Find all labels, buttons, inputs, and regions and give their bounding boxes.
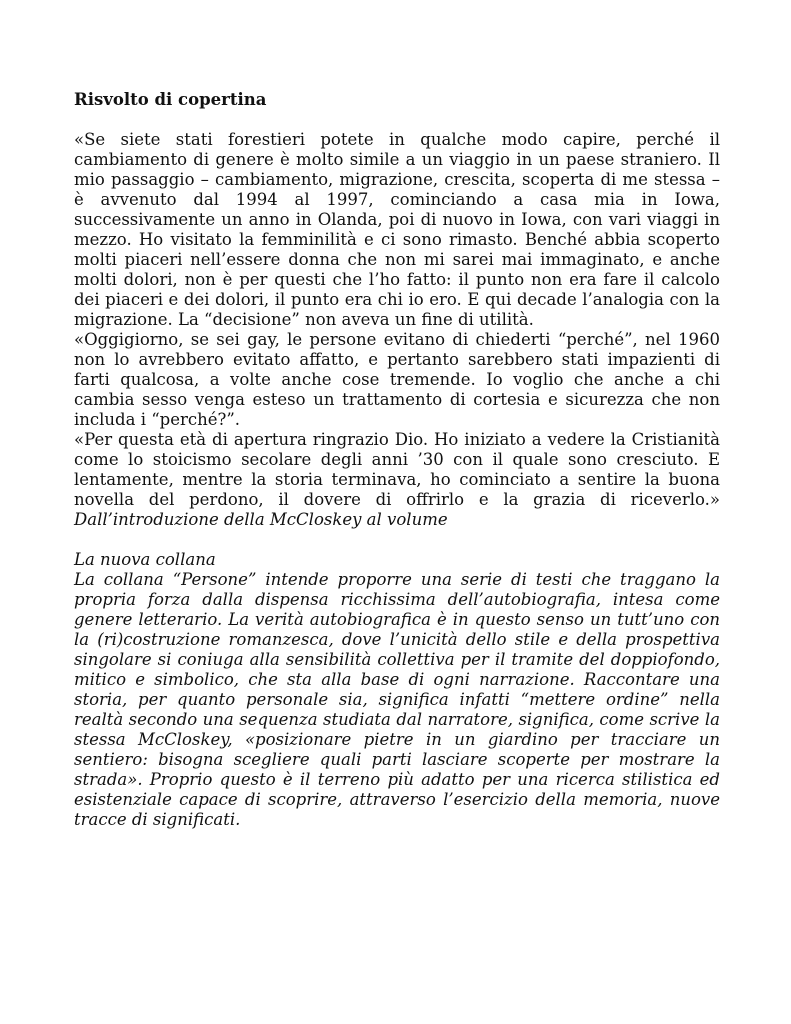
attribution: Dall’introduzione della McCloskey al volume (74, 510, 448, 529)
section-gap (74, 530, 720, 550)
document-heading: Risvolto di copertina (74, 90, 267, 109)
paragraph-3-text: «Per questa età di apertura ringrazio Dio. Ho iniziato a vedere la Cristianità come lo stoicismo secolare degli anni ’30 con il quale sono cresciuto. E lentamente, mentre la storia terminava, ho cominciato a sentire la buona novella del perdono, il dovere di offrirlo e la grazia di riceverlo.» (74, 430, 720, 509)
document-page (74, 90, 720, 830)
paragraph-1: «Se siete stati forestieri potete in qualche modo capire, perché il cambiamento di genere è molto simile a un viaggio in un paese straniero. Il mio passaggio – cambiamento, migrazione, crescita, scoperta di me stessa – è avvenuto dal 1994 al 1997, cominciando a casa mia in Iowa, successivamente un anno in Olanda, poi di nuovo in Iowa, con vari viaggi in mezzo. Ho visitato la femminilità e ci sono rimasto. Benché abbia scoperto molti piaceri nell’essere donna che non mi sarei mai immaginato, e anche molti dolori, non è per questi che l’ho fatto: il punto non era fare il calcolo dei piaceri e dei dolori, il punto era chi io ero. E qui decade l’analogia con la migrazione. La “decisione” non aveva un fine di utilità. (74, 130, 720, 329)
paragraph-3 (74, 430, 720, 530)
section-body: La collana “Persone” intende proporre una serie di testi che traggano la propria forza dalla dispensa ricchissima dell’autobiografia, intesa come genere letterario. La verità autobiografica è in questo senso un tutt’uno con la (ri)costruzione romanzesca, dove l’unicità dello stile e della prospettiva singolare si coniuga alla sensibilità collettiva per il tramite del doppiofondo, mitico e simbolico, che sta alla base di ogni narrazione. Raccontare una storia, per quanto personale sia, significa infatti “mettere ordine” nella realtà secondo una sequenza studiata dal narratore, significa, come scrive la stessa McCloskey, «posizionare pietre in un giardino per tracciare un sentiero: bisogna scegliere quali parti lasciare scoperte per mostrare la strada». Proprio questo è il terreno più adatto per una ricerca stilistica ed esistenziale capace di scoprire, attraverso l’esercizio della memoria, nuove tracce di significati. (74, 570, 720, 829)
paragraph-2: «Oggigiorno, se sei gay, le persone evitano di chiederti “perché”, nel 1960 non lo avrebbero evitato affatto, e pertanto sarebbero stati impazienti di farti qualcosa, a volte anche cose tremende. Io voglio che anche a chi cambia sesso venga esteso un trattamento di cortesia e sicurezza che non includa i “perché?”. (74, 330, 720, 429)
section-title: La nuova collana (74, 550, 216, 569)
